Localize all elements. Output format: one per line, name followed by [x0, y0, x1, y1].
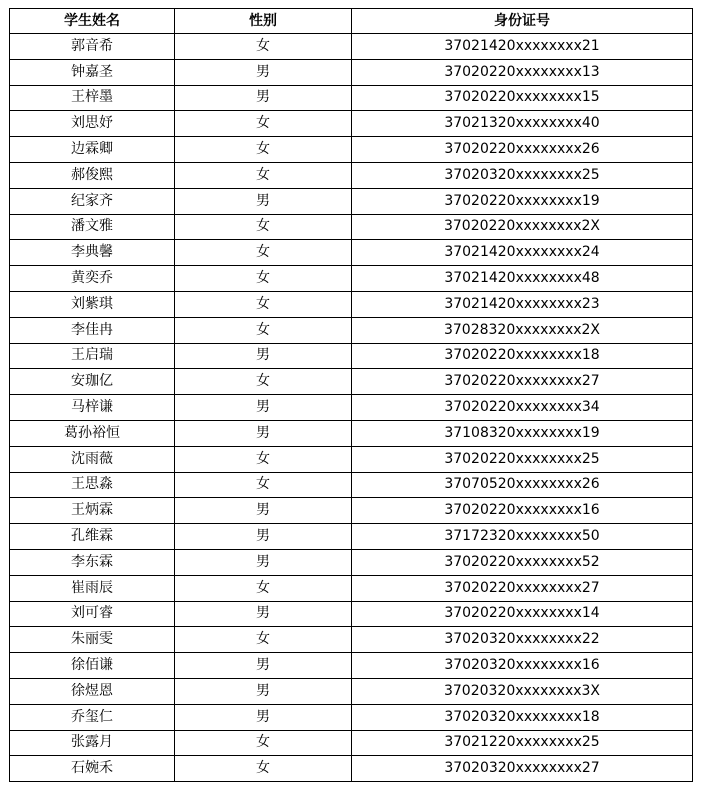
table-row	[10, 317, 693, 343]
table-row	[10, 240, 693, 266]
cell-id-number: 37020220xxxxxxxx25	[352, 446, 693, 472]
cell-gender: 女	[175, 446, 352, 472]
cell-student-name: 崔雨辰	[10, 575, 175, 601]
cell-id-number: 37172320xxxxxxxx50	[352, 524, 693, 550]
student-roster-table	[9, 8, 693, 782]
table-row	[10, 266, 693, 292]
table-row	[10, 137, 693, 163]
table-row	[10, 653, 693, 679]
table-row	[10, 59, 693, 85]
table-row	[10, 730, 693, 756]
cell-id-number: 37020220xxxxxxxx15	[352, 85, 693, 111]
header-gender: 性别	[175, 9, 352, 34]
cell-id-number: 37028320xxxxxxxx2X	[352, 317, 693, 343]
cell-student-name: 张露月	[10, 730, 175, 756]
table-row	[10, 188, 693, 214]
table-row	[10, 395, 693, 421]
cell-student-name: 钟嘉圣	[10, 59, 175, 85]
cell-gender: 女	[175, 291, 352, 317]
table-row	[10, 756, 693, 782]
table-row	[10, 291, 693, 317]
cell-gender: 男	[175, 601, 352, 627]
table-row	[10, 85, 693, 111]
table-row	[10, 343, 693, 369]
cell-id-number: 37020220xxxxxxxx19	[352, 188, 693, 214]
cell-student-name: 徐佰谦	[10, 653, 175, 679]
cell-student-name: 石婉禾	[10, 756, 175, 782]
table-row	[10, 498, 693, 524]
cell-student-name: 李东霖	[10, 549, 175, 575]
table-row	[10, 601, 693, 627]
cell-id-number: 37020320xxxxxxxx22	[352, 627, 693, 653]
table-body	[10, 34, 693, 782]
table-header	[10, 9, 693, 34]
cell-id-number: 37020220xxxxxxxx26	[352, 137, 693, 163]
header-row	[10, 9, 693, 34]
cell-id-number: 37020220xxxxxxxx14	[352, 601, 693, 627]
cell-student-name: 边霖卿	[10, 137, 175, 163]
table-row	[10, 162, 693, 188]
cell-id-number: 37020220xxxxxxxx2X	[352, 214, 693, 240]
cell-gender: 女	[175, 317, 352, 343]
cell-gender: 男	[175, 343, 352, 369]
cell-id-number: 37021220xxxxxxxx25	[352, 730, 693, 756]
cell-id-number: 37020320xxxxxxxx18	[352, 704, 693, 730]
cell-gender: 男	[175, 653, 352, 679]
table-row	[10, 678, 693, 704]
cell-gender: 女	[175, 266, 352, 292]
cell-student-name: 刘可睿	[10, 601, 175, 627]
cell-student-name: 李佳冉	[10, 317, 175, 343]
table-row	[10, 420, 693, 446]
cell-student-name: 郭音希	[10, 34, 175, 60]
cell-gender: 女	[175, 214, 352, 240]
cell-student-name: 王炳霖	[10, 498, 175, 524]
cell-student-name: 马梓谦	[10, 395, 175, 421]
cell-id-number: 37020320xxxxxxxx3X	[352, 678, 693, 704]
cell-gender: 男	[175, 498, 352, 524]
cell-id-number: 37021420xxxxxxxx24	[352, 240, 693, 266]
cell-id-number: 37020320xxxxxxxx25	[352, 162, 693, 188]
cell-id-number: 37020220xxxxxxxx27	[352, 369, 693, 395]
cell-gender: 男	[175, 704, 352, 730]
cell-gender: 女	[175, 756, 352, 782]
cell-id-number: 37020220xxxxxxxx13	[352, 59, 693, 85]
cell-student-name: 刘紫琪	[10, 291, 175, 317]
cell-id-number: 37020220xxxxxxxx18	[352, 343, 693, 369]
cell-student-name: 郝俊熙	[10, 162, 175, 188]
table-row	[10, 575, 693, 601]
table-row	[10, 627, 693, 653]
cell-student-name: 王启瑞	[10, 343, 175, 369]
cell-id-number: 37021420xxxxxxxx21	[352, 34, 693, 60]
cell-gender: 男	[175, 395, 352, 421]
header-id-number: 身份证号	[352, 9, 693, 34]
cell-gender: 男	[175, 85, 352, 111]
table-row	[10, 524, 693, 550]
cell-gender: 男	[175, 420, 352, 446]
cell-id-number: 37021420xxxxxxxx23	[352, 291, 693, 317]
cell-id-number: 37020320xxxxxxxx16	[352, 653, 693, 679]
cell-student-name: 朱丽雯	[10, 627, 175, 653]
cell-gender: 女	[175, 34, 352, 60]
table-row	[10, 704, 693, 730]
cell-student-name: 纪家齐	[10, 188, 175, 214]
cell-gender: 女	[175, 627, 352, 653]
cell-id-number: 37020220xxxxxxxx52	[352, 549, 693, 575]
cell-gender: 女	[175, 162, 352, 188]
cell-student-name: 刘思妤	[10, 111, 175, 137]
cell-student-name: 葛孙裕恒	[10, 420, 175, 446]
table-row	[10, 472, 693, 498]
table-row	[10, 369, 693, 395]
cell-id-number: 37070520xxxxxxxx26	[352, 472, 693, 498]
cell-gender: 男	[175, 549, 352, 575]
cell-gender: 男	[175, 524, 352, 550]
table-row	[10, 214, 693, 240]
cell-id-number: 37020220xxxxxxxx34	[352, 395, 693, 421]
cell-student-name: 李典馨	[10, 240, 175, 266]
cell-student-name: 徐煜恩	[10, 678, 175, 704]
cell-gender: 女	[175, 730, 352, 756]
cell-gender: 男	[175, 59, 352, 85]
cell-student-name: 孔维霖	[10, 524, 175, 550]
cell-gender: 女	[175, 240, 352, 266]
cell-id-number: 37108320xxxxxxxx19	[352, 420, 693, 446]
cell-id-number: 37021320xxxxxxxx40	[352, 111, 693, 137]
cell-gender: 女	[175, 137, 352, 163]
table-row	[10, 446, 693, 472]
cell-gender: 女	[175, 472, 352, 498]
cell-id-number: 37020220xxxxxxxx16	[352, 498, 693, 524]
cell-student-name: 沈雨薇	[10, 446, 175, 472]
cell-gender: 女	[175, 369, 352, 395]
cell-gender: 男	[175, 188, 352, 214]
cell-gender: 女	[175, 111, 352, 137]
cell-gender: 男	[175, 678, 352, 704]
cell-student-name: 潘文雅	[10, 214, 175, 240]
cell-student-name: 王思淼	[10, 472, 175, 498]
cell-id-number: 37020320xxxxxxxx27	[352, 756, 693, 782]
header-student-name: 学生姓名	[10, 9, 175, 34]
cell-student-name: 王梓墨	[10, 85, 175, 111]
cell-id-number: 37020220xxxxxxxx27	[352, 575, 693, 601]
table-row	[10, 111, 693, 137]
cell-gender: 女	[175, 575, 352, 601]
table-row	[10, 34, 693, 60]
cell-id-number: 37021420xxxxxxxx48	[352, 266, 693, 292]
cell-student-name: 乔玺仁	[10, 704, 175, 730]
cell-student-name: 安珈亿	[10, 369, 175, 395]
cell-student-name: 黄奕乔	[10, 266, 175, 292]
table-row	[10, 549, 693, 575]
